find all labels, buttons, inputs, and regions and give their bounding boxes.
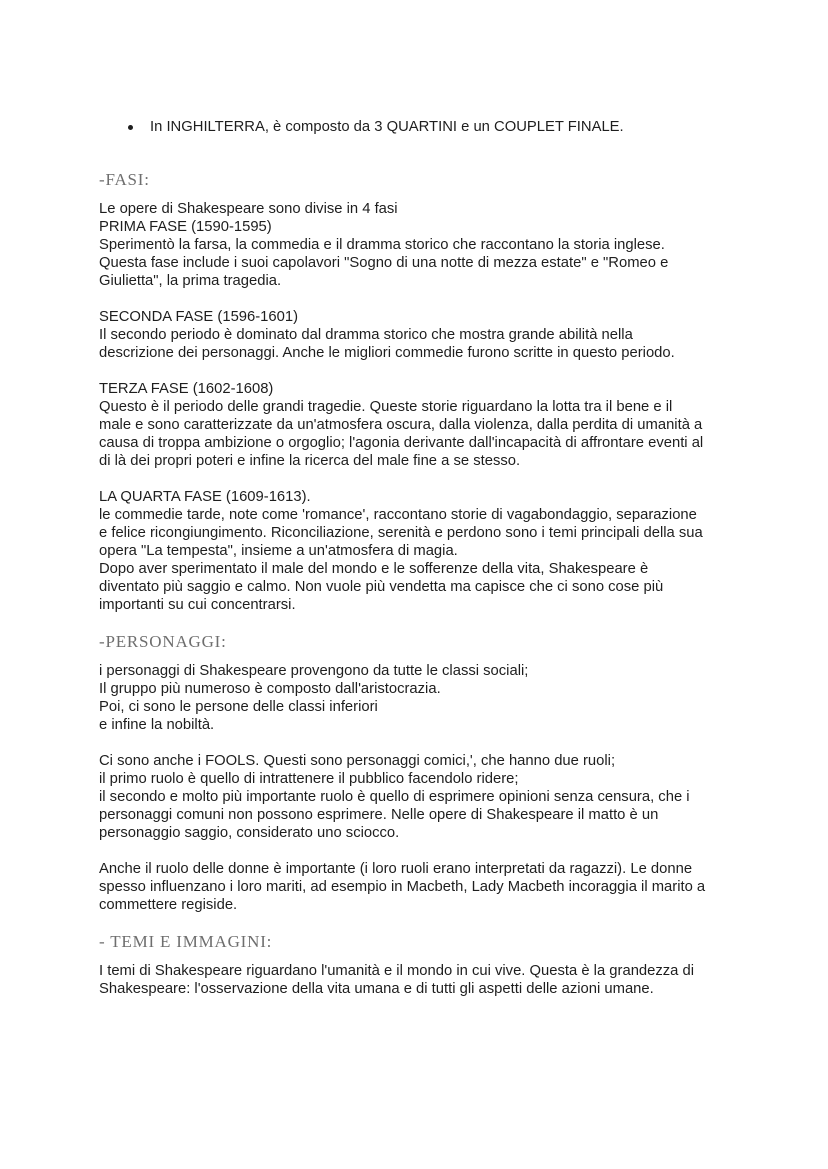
text-line: Anche il ruolo delle donne è importante (i loro ruoli erano interpretati da ragazzi). Le donne <box>99 861 693 877</box>
section-heading: -FASI: <box>99 170 150 189</box>
paragraph <box>99 752 758 842</box>
text-line: importanti su cui concentrarsi. <box>99 597 296 613</box>
paragraph <box>99 662 758 734</box>
text-line: personaggio saggio, considerato uno sciocco. <box>99 825 400 841</box>
text-line: male e sono caratterizzate da un'atmosfera oscura, dalla violenza, dalla perdita di umanità a <box>99 417 703 433</box>
text-line: il primo ruolo è quello di intrattenere il pubblico facendolo ridere; <box>99 771 519 787</box>
text-line: il secondo e molto più importante ruolo è quello di esprimere opinioni senza censura, che i <box>99 789 690 805</box>
text-line: e felice ricongiungimento. Riconciliazione, serenità e perdono sono i temi principali della sua <box>99 525 703 541</box>
text-line: opera "La tempesta", insieme a un'atmosfera di magia. <box>99 543 458 559</box>
paragraph <box>99 380 758 470</box>
text-line: Sperimentò la farsa, la commedia e il dramma storico che raccontano la storia inglese. <box>99 237 665 253</box>
paragraph <box>99 200 758 290</box>
paragraph <box>99 308 758 362</box>
text-line: Le opere di Shakespeare sono divise in 4 fasi <box>99 201 398 217</box>
section-heading: -PERSONAGGI: <box>99 632 227 651</box>
document-body <box>99 170 758 998</box>
text-line: Poi, ci sono le persone delle classi inferiori <box>99 699 378 715</box>
text-line: Dopo aver sperimentato il male del mondo e le sofferenze della vita, Shakespeare è <box>99 561 649 577</box>
text-line: descrizione dei personaggi. Anche le migliori commedie furono scritte in questo periodo. <box>99 345 675 361</box>
text-line: Giulietta", la prima tragedia. <box>99 273 282 289</box>
paragraph <box>99 488 758 614</box>
text-line: di là dei propri poteri e infine la ricerca del male fine a se stesso. <box>99 453 521 469</box>
text-line: SECONDA FASE (1596-1601) <box>99 309 299 325</box>
text-line: personaggi comuni non possono esprimere. Nelle opere di Shakespeare il matto è un <box>99 807 659 823</box>
text-line: Questa fase include i suoi capolavori "Sogno di una notte di mezza estate" e "Romeo e <box>99 255 669 271</box>
text-line: PRIMA FASE (1590-1595) <box>99 219 272 235</box>
bullet-text: In INGHILTERRA, è composto da 3 QUARTINI e un COUPLET FINALE. <box>150 119 624 135</box>
text-line: LA QUARTA FASE (1609-1613). <box>99 489 311 505</box>
text-line: Shakespeare: l'osservazione della vita umana e di tutti gli aspetti delle azioni umane. <box>99 981 654 997</box>
text-line: Ci sono anche i FOOLS. Questi sono personaggi comici,', che hanno due ruoli; <box>99 753 616 769</box>
text-line: TERZA FASE (1602-1608) <box>99 381 274 397</box>
section-heading: - TEMI E IMMAGINI: <box>99 932 273 951</box>
paragraph <box>99 860 758 914</box>
bullet-icon <box>128 125 133 130</box>
text-line: diventato più saggio e calmo. Non vuole più vendetta ma capisce che ci sono cose più <box>99 579 664 595</box>
text-line: le commedie tarde, note come 'romance', raccontano storie di vagabondaggio, separazione <box>99 507 697 523</box>
text-line: e infine la nobiltà. <box>99 717 215 733</box>
text-line: commettere regiside. <box>99 897 238 913</box>
text-line: spesso influenzano i loro mariti, ad esempio in Macbeth, Lady Macbeth incoraggia il marito a <box>99 879 706 895</box>
bullet-list-item <box>99 118 758 136</box>
text-line: Questo è il periodo delle grandi tragedie. Queste storie riguardano la lotta tra il bene e il <box>99 399 673 415</box>
text-line: Il secondo periodo è dominato dal dramma storico che mostra grande abilità nella <box>99 327 633 343</box>
text-line: i personaggi di Shakespeare provengono da tutte le classi sociali; <box>99 663 529 679</box>
text-line: causa di troppa ambizione o orgoglio; l'agonia derivante dall'incapacità di affrontare eventi al <box>99 435 704 451</box>
text-line: Il gruppo più numeroso è composto dall'aristocrazia. <box>99 681 441 697</box>
paragraph <box>99 962 758 998</box>
text-line: I temi di Shakespeare riguardano l'umanità e il mondo in cui vive. Questa è la grandezza di <box>99 963 695 979</box>
